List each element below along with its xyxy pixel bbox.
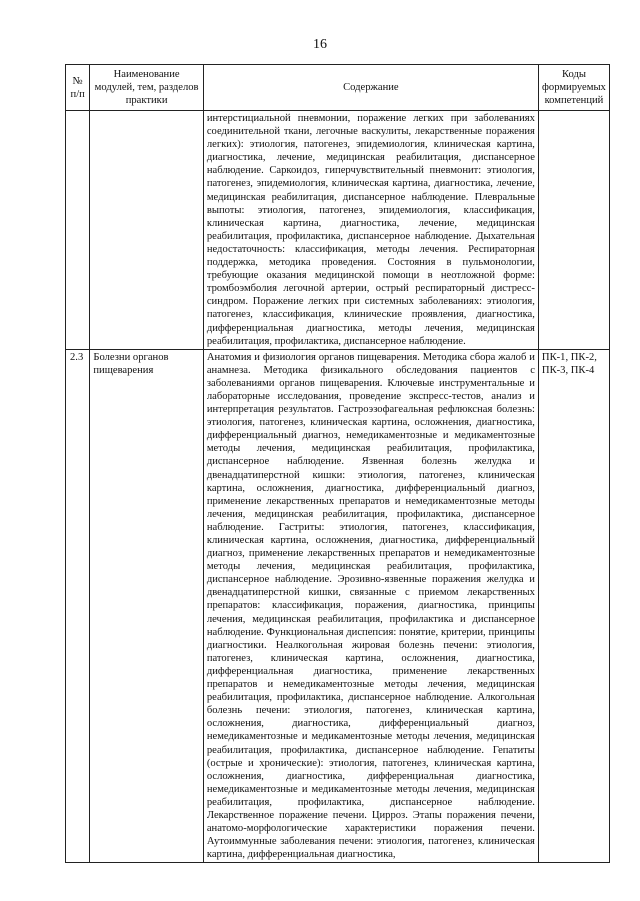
header-content: Содержание <box>203 65 538 111</box>
row-content: интерстициальной пневмонии, поражение легких при заболеваниях соединительной ткани, легочные васкулиты, лекарственные поражения легких): этиология, патогенез, эпидемиология, клиническая картина, диагностика, лечение, медицинская реабилитация, диспансерное наблюдение. Саркоидоз, гиперчувствительный пневмонит: этиология, патогенез, эпидемиология, клиническая картина, диагностика, лечение, медицинская реабилитация, диспансерное наблюдение. Плевральные выпоты: этиология, патогенез, эпидемиология, классификация, клиническая картина, диагностика, лечение, медицинская реабилитация, профилактика, диспансерное наблюдение. Дыхательная недостаточность: классификация, методы лечения. Респираторная поддержка, методика проведения. Состояния в пульмонологии, требующие оказания медицинской помощи в неотложной форме: тромбоэмболия легочной артерии, острый респираторный дистресс-синдром. Поражение легких при системных заболеваниях: этиология, патогенез, классификация, клинические проявления, диагностика, дифференциальная диагностика, методы лечения, медицинская реабилитация, профилактика, диспансерное наблюдение. <box>203 111 538 350</box>
header-num: № п/п <box>66 65 90 111</box>
row-number: 2.3 <box>66 349 90 863</box>
row-content: Анатомия и физиология органов пищеварения. Методика сбора жалоб и анамнеза. Методика физикального обследования пациентов с заболеваниями органов пищеварения. Ключевые инструментальные и лабораторные исследования, проведение экспресс-тестов, анализ и интерпретация результатов. Гастроэзофагеальная рефлюксная болезнь: этиология, патогенез, клиническая картина, осложнения, диагностика, дифференциальный диагноз, немедикаментозные и медикаментозные методы лечения, медицинская реабилитация, профилактика, диспансерное наблюдение. Язвенная болезнь желудка и двенадцатиперстной кишки: этиология, патогенез, клиническая картина, осложнения, диагностика, дифференциальный диагноз, применение лекарственных препаратов и немедикаментозные методы лечения, медицинская реабилитация, профилактика, диспансерное наблюдение. Гастриты: этиология, патогенез, классификация, клиническая картина, осложнения, диагностика, дифференциальный диагноз, применение лекарственных препаратов и немедикаментозные методы лечения, медицинская реабилитация, профилактика, диспансерное наблюдение. Эрозивно-язвенные поражения желудка и двенадцатиперстной кишки, связанные с приемом лекарственных препаратов: классификация, поражения, диагностика, принципы лечения, медицинская реабилитация, профилактика и диспансерное наблюдение. Функциональная диспепсия: понятие, критерии, принципы диагностики. Неалкогольная жировая болезнь печени: этиология, патогенез, клиническая картина, осложнения, диагностика, дифференциальная диагностика, применение лекарственных препаратов и немедикаментозные методы лечения, медицинская реабилитация, профилактика, диспансерное наблюдение. Алкогольная болезнь печени: этиология, патогенез, клиническая картина, осложнения, диагностика, дифференциальный диагноз, немедикаментозные и медикаментозные методы лечения, медицинская реабилитация, профилактика, диспансерное наблюдение. Гепатиты (острые и хронические): этиология, патогенез, клиническая картина, осложнения, диагностика, дифференциальная диагностика, немедикаментозные и медикаментозные методы лечения, медицинская реабилитация, профилактика, диспансерное наблюдение. Лекарственное поражение печени. Цирроз. Этапы поражения печени, анатомо-морфологические характеристики поражения печени. Аутоиммунные заболевания печени: этиология, патогенез, клиническая картина, дифференциальная диагностика, <box>203 349 538 863</box>
header-codes: Коды формируемых компетенций <box>538 65 609 111</box>
curriculum-table <box>65 64 610 863</box>
page-number: 16 <box>313 37 327 52</box>
table-row <box>66 111 610 350</box>
row-module <box>90 111 203 350</box>
table-row <box>66 349 610 863</box>
header-module: Наименование модулей, тем, разделов практики <box>90 65 203 111</box>
table-header-row <box>66 65 610 111</box>
row-number <box>66 111 90 350</box>
row-codes: ПК-1, ПК-2, ПК-3, ПК-4 <box>538 349 609 863</box>
row-module: Болезни органов пищеварения <box>90 349 203 863</box>
row-codes <box>538 111 609 350</box>
